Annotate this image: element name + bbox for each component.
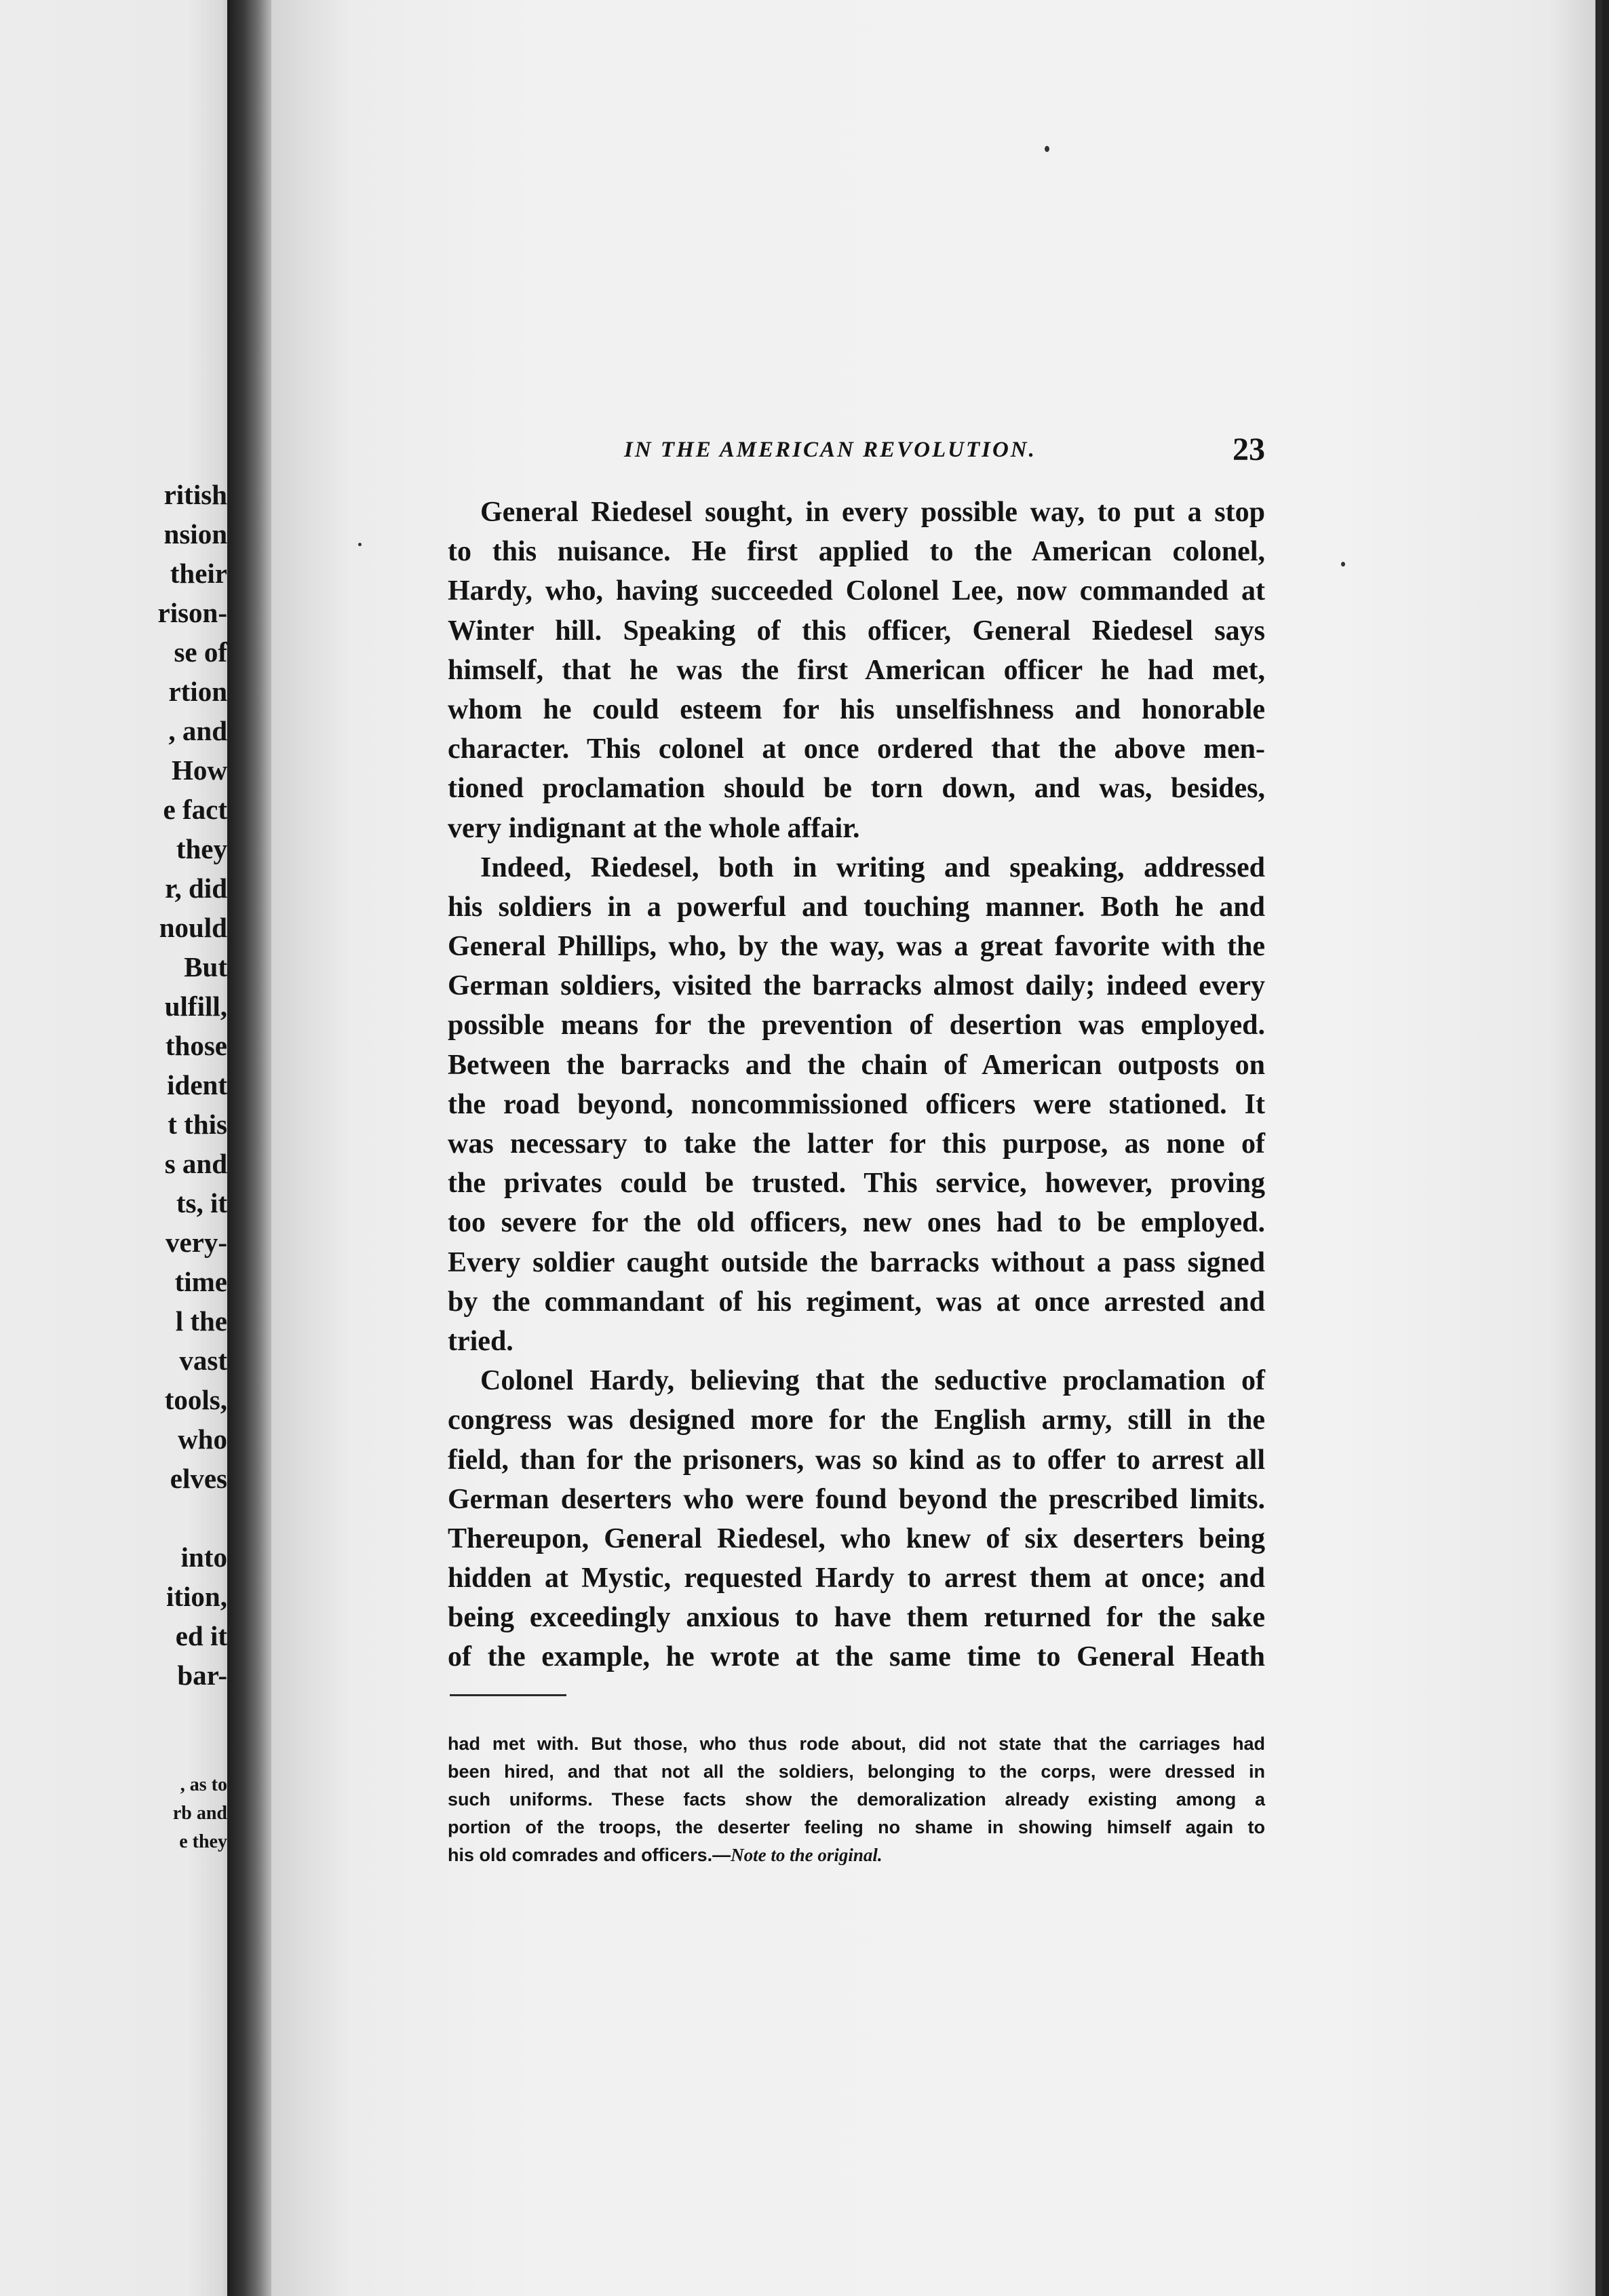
text-line: congress was designed more for the English army, still in the: [448, 1404, 1265, 1436]
previous-page-line: tools,: [164, 1384, 227, 1415]
page-number: 23: [1233, 432, 1265, 467]
previous-page-line: nould: [159, 912, 227, 943]
previous-page-line: their: [170, 558, 227, 589]
running-head-title: IN THE AMERICAN REVOLUTION.: [624, 438, 1036, 462]
previous-page-line: How: [172, 754, 227, 786]
previous-page: [0, 0, 234, 2296]
text-line: himself, that he was the first American officer he had met,: [448, 654, 1265, 686]
previous-page-text: [24, 475, 227, 1695]
text-line: Colonel Hardy, believing that the seductive proclamation of: [480, 1365, 1265, 1397]
text-line: German soldiers, visited the barracks almost daily; indeed every: [448, 970, 1265, 1002]
print-speck: [1341, 562, 1345, 567]
previous-page-line: ident: [167, 1069, 227, 1101]
footnote-line: portion of the troops, the deserter feeling no shame in showing himself again to: [448, 1817, 1265, 1837]
text-line: by the commandant of his regiment, was at once arrested and: [448, 1286, 1265, 1318]
previous-page-line: ts, it: [176, 1187, 227, 1219]
text-line: hidden at Mystic, requested Hardy to arrest them at once; and: [448, 1563, 1265, 1594]
text-line: General Phillips, who, by the way, was a great favorite with the: [448, 931, 1265, 963]
previous-page-line: se of: [174, 636, 227, 668]
text-line: Winter hill. Speaking of this officer, General Riedesel says: [448, 615, 1265, 647]
text-line: of the example, he wrote at the same time to General Heath: [448, 1641, 1265, 1673]
footnote-line: been hired, and that not all the soldiers, belonging to the corps, were dressed in: [448, 1761, 1265, 1782]
previous-page-footnote-line: , as to: [180, 1774, 227, 1795]
previous-page-footnote-line: e they: [179, 1831, 227, 1852]
previous-page-line: elves: [170, 1463, 227, 1494]
previous-page-line: time: [174, 1266, 227, 1297]
footnote-line-text: his old comrades and officers.—: [448, 1845, 731, 1865]
previous-page-line: ition,: [166, 1581, 227, 1612]
text-line: the privates could be trusted. This service, however, proving: [448, 1168, 1265, 1200]
text-line: possible means for the prevention of desertion was employed.: [448, 1010, 1265, 1041]
previous-page-line: into: [180, 1542, 227, 1573]
text-line: was necessary to take the latter for this purpose, as none of: [448, 1128, 1265, 1160]
previous-page-footnote-line: rb and: [172, 1803, 227, 1824]
text-line: to this nuisance. He first applied to the American colonel,: [448, 536, 1265, 568]
previous-page-line: ed it: [175, 1620, 227, 1651]
text-line: the road beyond, noncommissioned officers were stationed. It: [448, 1088, 1265, 1120]
previous-page-line: l the: [175, 1305, 227, 1337]
footnote-line: had met with. But those, who thus rode about, did not state that the carriages had: [448, 1734, 1265, 1754]
text-line: being exceedingly anxious to have them returned for the sake: [448, 1602, 1265, 1634]
body-text: [448, 493, 1265, 1677]
print-speck: [1045, 146, 1049, 152]
previous-page-line: But: [184, 951, 227, 982]
previous-page-line: who: [178, 1423, 227, 1455]
text-line: very indignant at the whole affair.: [448, 812, 860, 844]
page-edge: [1595, 0, 1602, 2296]
text-line: German deserters who were found beyond the prescribed limits.: [448, 1483, 1265, 1515]
previous-page-line: very-: [165, 1227, 227, 1258]
previous-page-line: ulfill,: [164, 991, 227, 1022]
text-line: Indeed, Riedesel, both in writing and speaking, addressed: [480, 852, 1265, 883]
previous-page-footnote: [24, 1771, 227, 1856]
previous-page-line: they: [176, 833, 227, 864]
text-line: Between the barracks and the chain of American outposts on: [448, 1049, 1265, 1081]
footnote-line: such uniforms. These facts show the demoralization already existing among a: [448, 1789, 1265, 1810]
text-line: whom he could esteem for his unselfishness and honorable: [448, 693, 1265, 725]
text-line: his soldiers in a powerful and touching manner. Both he and: [448, 891, 1265, 923]
text-line: Hardy, who, having succeeded Colonel Lee, now commanded at: [448, 575, 1265, 607]
previous-page-line: rtion: [168, 676, 227, 707]
footnote: [448, 1730, 1265, 1869]
footnote-rule: [450, 1694, 566, 1696]
text-line: character. This colonel at once ordered that the above men-: [448, 733, 1265, 765]
previous-page-line: bar-: [177, 1660, 227, 1691]
previous-page-line: r, did: [165, 873, 227, 904]
text-line: field, than for the prisoners, was so kind as to offer to arrest all: [448, 1444, 1265, 1476]
previous-page-line: , and: [168, 715, 227, 746]
previous-page-line: e fact: [163, 794, 227, 825]
previous-page-line: those: [165, 1030, 227, 1061]
text-line: General Riedesel sought, in every possible way, to put a stop: [480, 497, 1265, 528]
print-speck: [358, 543, 362, 546]
footnote-line: [448, 1841, 1265, 1869]
previous-page-line: rison-: [157, 597, 227, 628]
previous-page-line: [24, 1498, 227, 1537]
previous-page-line: s and: [164, 1148, 227, 1179]
text-line: tioned proclamation should be torn down, and was, besides,: [448, 773, 1265, 805]
previous-page-line: nsion: [163, 518, 227, 550]
previous-page-line: t this: [168, 1109, 227, 1140]
text-line: tried.: [448, 1325, 513, 1357]
previous-page-line: vast: [179, 1345, 227, 1376]
text-line: too severe for the old officers, new ones had to be employed.: [448, 1207, 1265, 1239]
text-line: Thereupon, General Riedesel, who knew of six deserters being: [448, 1523, 1265, 1554]
footnote-credit: Note to the original.: [731, 1845, 883, 1865]
running-head: [624, 431, 1265, 472]
previous-page-line: ritish: [163, 479, 227, 510]
text-line: Every soldier caught outside the barracks without a pass signed: [448, 1246, 1265, 1278]
